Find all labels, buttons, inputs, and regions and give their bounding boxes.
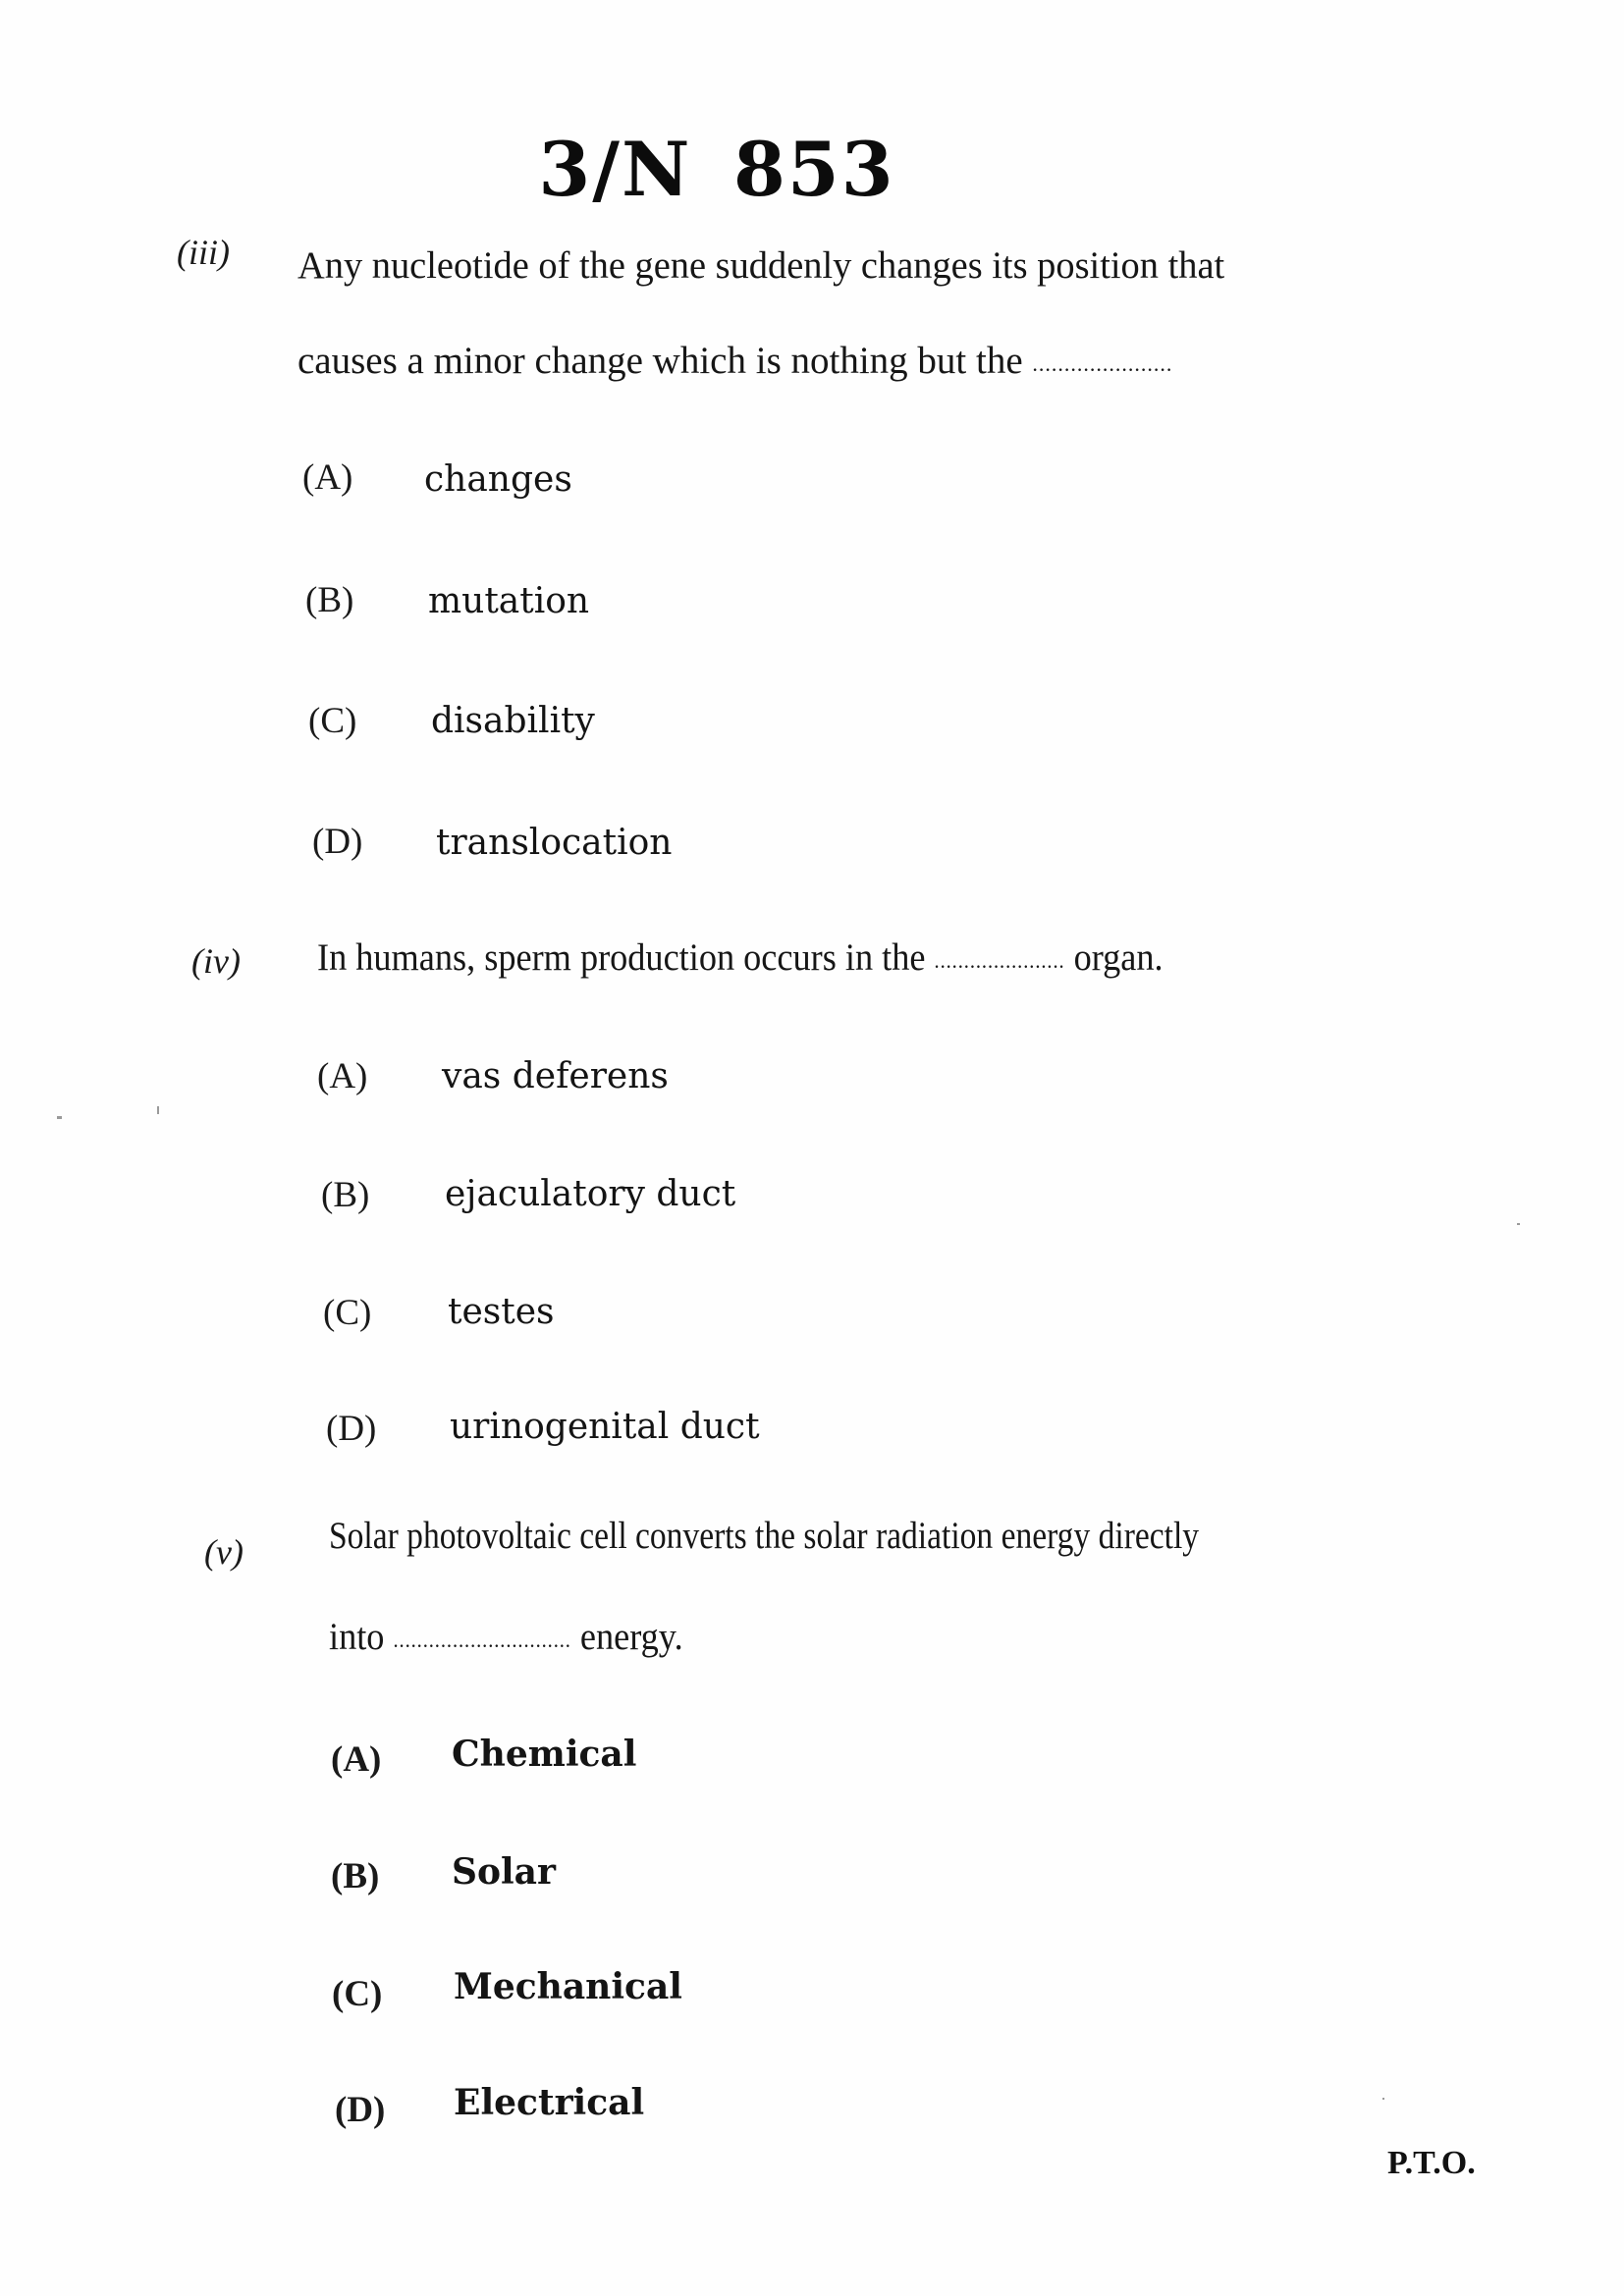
option-a: Chemical [452,1734,637,1775]
option-label-a: (A) [302,457,353,498]
question-text-line-1-text: In humans, sperm production occurs in the [317,936,926,979]
option-b: ejaculatory duct [445,1174,736,1214]
answer-blank: ...................... [934,948,1065,973]
option-c: testes [448,1292,555,1332]
option-label-a: (A) [317,1056,368,1096]
option-b: Solar [452,1851,556,1893]
option-d: Electrical [454,2082,645,2123]
option-label-d: (D) [312,822,363,862]
question-text-line-1: Any nucleotide of the gene suddenly changes its position that [298,244,1225,287]
question-number: (v) [204,1532,244,1572]
option-label-b: (B) [331,1856,380,1896]
option-d: urinogenital duct [450,1407,760,1447]
option-label-c: (C) [308,701,357,741]
please-turn-over: P.T.O. [1387,2145,1476,2181]
option-d: translocation [436,823,673,863]
option-label-a: (A) [331,1739,382,1780]
question-number: (iii) [177,233,230,272]
question-text-line-2-text: causes a minor change which is nothing but the [298,340,1023,382]
scan-speck [1382,2098,1384,2100]
question-text-line-1: Solar photovoltaic cell converts the solar radiation energy directly [329,1515,1200,1557]
scan-speck [1517,1223,1520,1225]
option-c: Mechanical [454,1966,682,2007]
option-label-b: (B) [305,580,354,620]
scan-speck [57,1116,62,1119]
question-number: (iv) [191,941,241,981]
option-c: disability [431,701,595,741]
question-text-after-blank: energy. [579,1616,683,1658]
option-label-c: (C) [332,1974,383,2014]
question-text-line-1 [317,935,1164,980]
option-a: vas deferens [442,1056,669,1096]
question-text-after-blank: organ. [1073,936,1164,979]
option-a: changes [424,459,572,500]
option-label-d: (D) [335,2090,386,2130]
option-label-d: (D) [326,1409,377,1449]
answer-blank: .............................. [393,1628,571,1652]
option-b: mutation [428,581,590,621]
scan-speck [157,1106,159,1114]
option-label-c: (C) [323,1293,372,1333]
question-text-line-2 [298,339,1172,383]
paper-code-title: 3/N 853 [538,126,895,213]
question-text-line-2-text: into [329,1616,385,1658]
answer-blank: ...................... [1032,351,1173,376]
question-text-line-2 [329,1615,683,1659]
option-label-b: (B) [321,1175,370,1215]
